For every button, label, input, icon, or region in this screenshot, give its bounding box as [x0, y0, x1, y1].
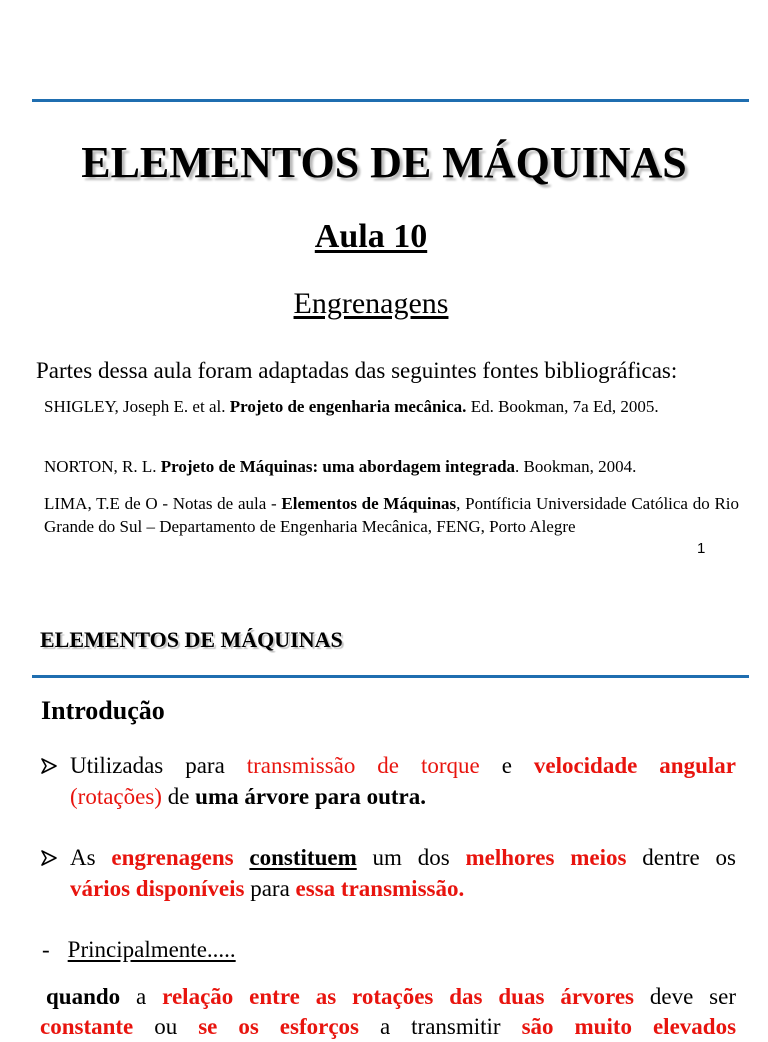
reference-title: Elementos de Máquinas: [281, 494, 457, 513]
reference-shigley: [44, 396, 739, 418]
reference-author: SHIGLEY, Joseph E. et al.: [44, 397, 230, 416]
bullet-text: As: [70, 845, 112, 870]
lesson-number: [0, 217, 742, 257]
paragraph-text: ou: [133, 1014, 199, 1039]
bullet-line-1: [40, 842, 736, 873]
lesson-number-text: Aula 10: [314, 218, 428, 255]
dash-item-text: Principalmente.....: [67, 937, 236, 962]
page-number: 1: [697, 540, 706, 557]
dash-item: [42, 935, 236, 965]
bullet-text: de: [161, 784, 196, 809]
reference-norton: [44, 456, 739, 478]
reference-publisher: . Bookman, 2004.: [515, 457, 637, 476]
bullet-text: [234, 845, 250, 870]
bullet-text: para: [244, 876, 296, 901]
paragraph-text: a transmitir: [358, 1014, 522, 1039]
bold-shaft-to-shaft: uma árvore para outra.: [195, 784, 426, 809]
lesson-topic-text: Engrenagens: [293, 287, 449, 320]
highlight-gears: engrenagens: [111, 845, 234, 870]
section-heading: Introdução: [41, 696, 165, 725]
bullet-text: um dos: [356, 845, 466, 870]
underlined-constitute: constituem: [249, 845, 357, 870]
bullet-line-1: [40, 750, 736, 781]
highlight-available: vários disponíveis: [70, 876, 245, 901]
paragraph-text: deve ser: [633, 984, 736, 1009]
reference-author: LIMA, T.E de O - Notas de aula -: [44, 494, 282, 513]
highlight-angular-velocity: velocidade angular: [533, 753, 736, 778]
lesson-topic: [0, 287, 742, 321]
sources-intro: Partes dessa aula foram adaptadas das seguintes fontes bibliográficas:: [36, 358, 678, 383]
reference-title: Projeto de Máquinas: uma abordagem integrada: [160, 457, 516, 476]
highlight-forces: se os esforços: [198, 1014, 359, 1039]
bullet-line-2: [40, 873, 736, 904]
arrow-bullet-icon: [40, 842, 70, 873]
arrow-bullet-icon: [40, 750, 70, 781]
highlight-best-means: melhores meios: [465, 845, 627, 870]
final-paragraph: [40, 982, 736, 1042]
bold-when: quando: [46, 984, 121, 1009]
reference-title: Projeto de engenharia mecânica.: [229, 397, 467, 416]
bullet-gears: [40, 842, 736, 904]
reference-author: NORTON, R. L.: [44, 457, 161, 476]
highlight-rotation-ratio: relação entre as rotações das duas árvores: [162, 984, 634, 1009]
highlight-constant: constante: [40, 1014, 134, 1039]
highlight-transmission: essa transmissão.: [295, 876, 465, 901]
top-rule: [32, 99, 749, 102]
reference-lima: [44, 492, 739, 538]
slide2-rule: [32, 675, 749, 678]
reference-publisher: Ed. Bookman, 7a Ed, 2005.: [466, 397, 659, 416]
paragraph-text: a: [120, 984, 163, 1009]
bullet-text: dentre os: [626, 845, 736, 870]
highlight-rotations: (rotações): [70, 784, 162, 809]
paragraph-line-2: [40, 1012, 736, 1042]
reference-publisher: , Pontíficia Universidade Católica do Rio Grande do Sul – Departamento de Engenharia Mecânica, FENG, Porto Alegre: [44, 494, 740, 536]
slide2-title: ELEMENTOS DE MÁQUINAS: [40, 627, 343, 652]
paragraph-line-1: [40, 982, 736, 1012]
highlight-very-high: são muito elevados: [521, 1014, 737, 1039]
bullet-text: Utilizadas para: [70, 753, 247, 778]
slide-title: ELEMENTOS DE MÁQUINAS: [81, 138, 687, 187]
dash-marker: -: [42, 937, 50, 962]
bullet-line-2: [40, 781, 736, 812]
highlight-torque: transmissão de torque: [246, 753, 480, 778]
bullet-text: e: [479, 753, 534, 778]
bullet-torque: [40, 750, 736, 812]
